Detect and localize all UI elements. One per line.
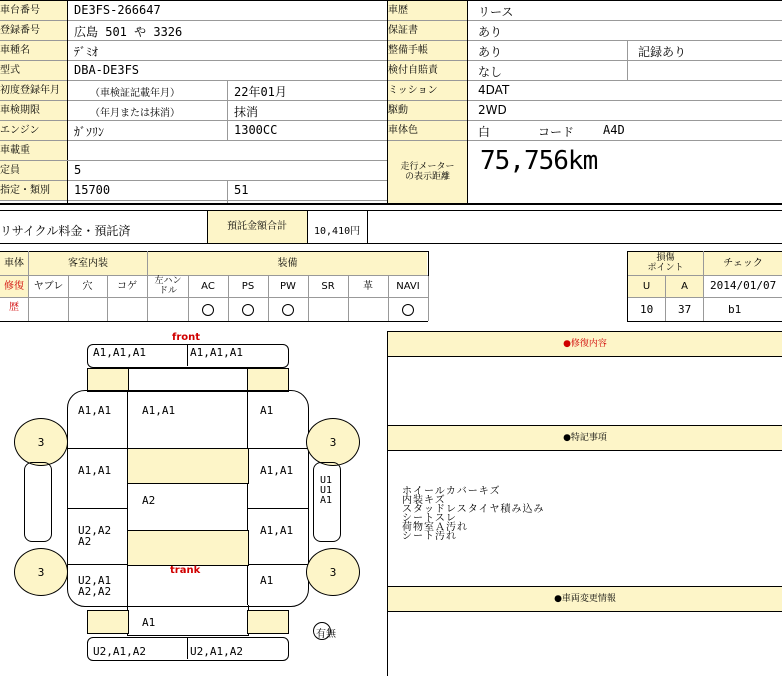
- yes-no-text: 有無: [316, 629, 336, 640]
- color-code-label: コード: [538, 125, 575, 139]
- hood-right-damage: A1: [260, 404, 274, 417]
- headlight-left: [87, 368, 129, 392]
- spec-note-5: （年月または抹消）: [90, 108, 180, 119]
- odometer-value: 75,756km: [480, 146, 598, 176]
- spec-label-9: 指定・類別: [0, 181, 67, 200]
- spec-label-5: 車検期限: [0, 101, 67, 120]
- equip-mark-6: [282, 304, 294, 316]
- rear-windshield: [127, 530, 249, 566]
- grade-u-value: 10: [640, 303, 654, 316]
- spec-right-value-4: 4DAT: [478, 83, 510, 97]
- special-note-item: シート汚れ: [402, 531, 457, 542]
- spec-value2-9: 51: [234, 183, 249, 197]
- equip-mark-9: [402, 304, 414, 316]
- spec-value-3: DBA-DE3FS: [74, 63, 140, 77]
- grade-a-value: 37: [678, 303, 692, 316]
- equip-header-4: AC: [201, 281, 215, 292]
- special-notes-header: ●特記事項: [388, 425, 782, 451]
- front-left-door-damage: A1,A1: [78, 464, 112, 477]
- tire-front-left: 3: [14, 418, 68, 466]
- spec-label-0: 車台番号: [0, 1, 67, 20]
- equip-header-1: 穴: [82, 281, 93, 292]
- front-windshield: [127, 448, 249, 484]
- equip-header-9: NAVI: [396, 281, 420, 292]
- spec-value-5: 抹消: [234, 105, 259, 119]
- vehicle-change-header: ●車両変更情報: [388, 586, 782, 612]
- spec-right-label-3: 検付自賠責: [388, 61, 467, 80]
- spec-right-value-0: リース: [478, 5, 514, 19]
- equip-header-0: ヤブレ: [33, 281, 64, 292]
- grade-a-label: A: [666, 276, 703, 297]
- special-note-item: スタッドレスタイヤ積み込み: [402, 504, 545, 515]
- spec-right-label-4: ミッション: [388, 81, 467, 100]
- equip-header-3: 左ハン ドル: [154, 276, 182, 296]
- recycle-deposit-label: 預託金額合計: [207, 211, 307, 243]
- headlight-right: [247, 368, 289, 392]
- front-bumper-right-damage: A1,A1,A1: [190, 346, 243, 359]
- recycle-text: リサイクル料金・預託済: [0, 224, 131, 238]
- special-note-item: シートスレ: [402, 513, 457, 524]
- spec-value-1: 広島 501 や 3326: [74, 25, 183, 39]
- spec-right-label-1: 保証書: [388, 21, 467, 40]
- special-note-item: 荷物室Ａ汚れ: [402, 522, 468, 533]
- spec-right-value-2: あり: [478, 45, 503, 59]
- check-date: 2014/01/07: [710, 279, 777, 292]
- rear-left-door-damage: U2,A2 A2: [78, 524, 112, 548]
- spec-right-value-1: あり: [478, 25, 503, 39]
- equip-header-8: 革: [363, 281, 373, 292]
- spec-value2-6: 1300CC: [234, 123, 278, 137]
- spec-label-4: 初度登録年月: [0, 81, 67, 100]
- spec-value-4: 22年01月: [234, 85, 287, 99]
- roof-damage: A2: [142, 494, 156, 507]
- trunk-label: trank: [170, 565, 201, 576]
- rear-right-door-damage: A1,A1: [260, 524, 294, 537]
- spec-label-2: 車種名: [0, 41, 67, 60]
- equip-group-equipment: 装備: [148, 252, 427, 275]
- spec-right-label-5: 駆動: [388, 101, 467, 120]
- front-label: front: [172, 332, 201, 343]
- check-title: チェック: [704, 252, 782, 275]
- repair-details-header: ●修復内容: [388, 331, 782, 357]
- spec-value-2: ﾃﾞﾐｵ: [74, 45, 99, 59]
- taillight-left: [87, 610, 129, 634]
- rear-bumper-right-damage: U2,A1,A2: [190, 645, 243, 658]
- spec-right-value-6: 白: [478, 125, 491, 139]
- color-code-value: A4D: [603, 123, 625, 137]
- hood-center-damage: A1,A1: [142, 404, 176, 417]
- recycle-deposit-value: 10,410円: [314, 226, 361, 237]
- equip-group-body: 車体: [0, 252, 28, 275]
- special-note-item: 内装キズ: [402, 495, 446, 506]
- spec-value-0: DE3FS-266647: [74, 3, 161, 17]
- spec-note-4: （車検証記載年月）: [90, 88, 180, 99]
- spec-label-7: 車載重: [0, 141, 67, 160]
- rear-bumper-left-damage: U2,A1,A2: [93, 645, 146, 658]
- taillight-right: [247, 610, 289, 634]
- grade-u-label: U: [628, 276, 665, 297]
- spec-right-value-5: 2WD: [478, 103, 507, 117]
- repair-history-label: 修復歴: [0, 276, 28, 297]
- odometer-label-text: 走行メーター の表示距離: [400, 162, 455, 182]
- equip-mark-5: [242, 304, 254, 316]
- side-panel-right-damage: U1 U1 A1: [320, 475, 333, 506]
- check-code: b1: [728, 303, 742, 316]
- equip-mark-4: [202, 304, 214, 316]
- spec-label-1: 登録番号: [0, 21, 67, 40]
- spec-right-label-6: 車体色: [388, 121, 467, 140]
- rear-quarter-left-damage: U2,A1 A2,A2: [78, 574, 112, 598]
- equip-header-2: コゲ: [117, 281, 137, 292]
- spec-label-3: 型式: [0, 61, 67, 80]
- spec-right-label-0: 車歴: [388, 1, 467, 20]
- spec-label-6: エンジン: [0, 121, 67, 140]
- spec-value-9: 15700: [74, 183, 111, 197]
- tire-rear-left: 3: [14, 548, 68, 596]
- equip-group-interior: 客室内装: [29, 252, 147, 275]
- spec-right-extra-2: 記録あり: [638, 45, 687, 59]
- tire-rear-right: 3: [306, 548, 360, 596]
- hood-left-damage: A1,A1: [78, 404, 112, 417]
- tire-front-right: 3: [306, 418, 360, 466]
- special-notes-list: [402, 487, 545, 541]
- front-right-door-damage: A1,A1: [260, 464, 294, 477]
- spec-right-value-3: なし: [478, 65, 503, 79]
- front-bumper-left-damage: A1,A1,A1: [93, 346, 146, 359]
- rear-quarter-right-damage: A1: [260, 574, 274, 587]
- equip-header-5: PS: [241, 281, 255, 292]
- spec-right-label-2: 整備手帳: [388, 41, 467, 60]
- equip-header-6: PW: [280, 281, 296, 292]
- equip-header-7: SR: [321, 281, 335, 292]
- spec-value-8: 5: [74, 163, 82, 177]
- damage-point-title: 損傷 ポイント: [628, 252, 703, 275]
- car-damage-diagram: [0, 330, 385, 676]
- spec-label-8: 定員: [0, 161, 67, 180]
- spec-value-6: ｶﾞｿﾘﾝ: [74, 125, 105, 139]
- special-note-item: ホイールカバーキズ: [402, 486, 501, 497]
- side-panel-left: [24, 462, 52, 542]
- trunk-damage: A1: [142, 616, 156, 629]
